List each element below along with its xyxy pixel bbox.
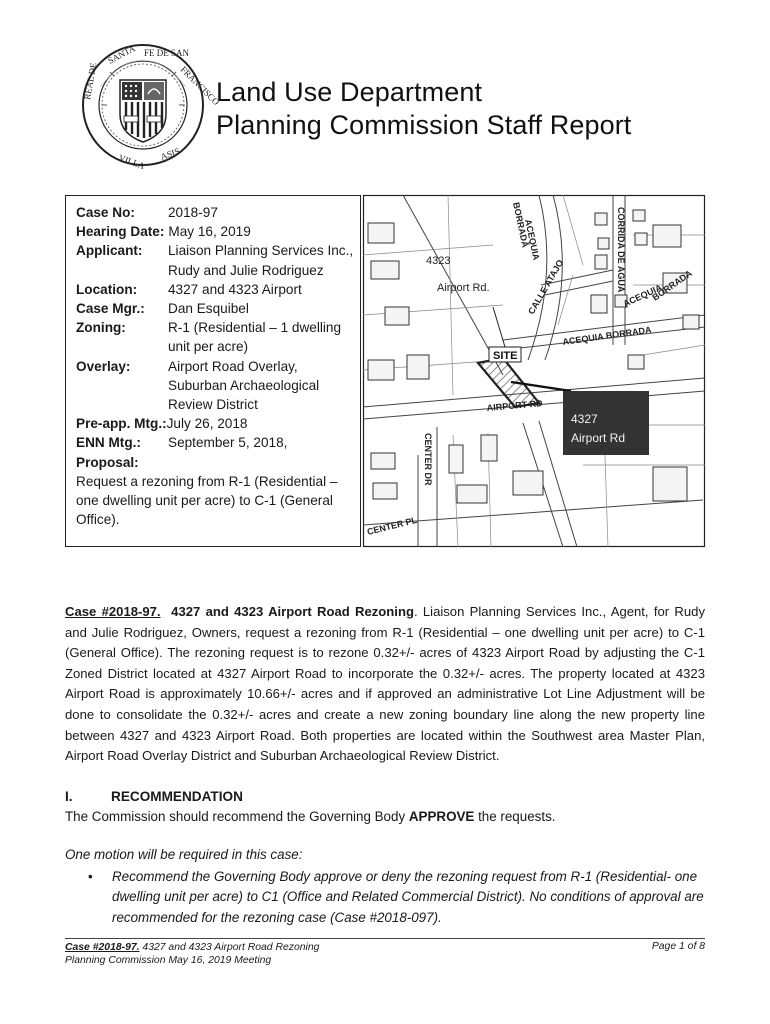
preapp-row	[76, 414, 354, 433]
footer-meeting: Planning Commission May 16, 2019 Meeting	[65, 955, 272, 966]
applicant-value: Liaison Planning Services Inc., Rudy and Julie Rodriguez	[168, 243, 354, 278]
enn-row	[76, 433, 354, 452]
map-calle-atajo-label: CALLE ATAJO	[526, 257, 566, 316]
report-title: Planning Commission Staff Report	[216, 110, 632, 140]
map-borrada-east-label: BORRADA	[650, 268, 694, 303]
recommendation-emphasis: APPROVE	[408, 809, 475, 824]
case-mgr-row	[76, 299, 354, 318]
svg-text:FRANCISCO: FRANCISCO	[178, 64, 222, 108]
enn-value: September 5, 2018,	[168, 435, 288, 451]
case-no-label: Case No:	[76, 205, 135, 220]
motion-bullet	[88, 867, 708, 928]
map-center-pl-label: CENTER PL	[366, 514, 418, 537]
recommendation-text-after: the requests.	[474, 809, 556, 824]
zoning-row	[76, 318, 354, 356]
zoning-value: R-1 (Residential – 1 dwelling unit per acre)	[168, 320, 342, 355]
footer-divider	[65, 938, 705, 939]
hearing-date-label: Hearing Date:	[76, 224, 165, 240]
map-acequia-borrada-label: ACEQUIA BORRADA	[561, 324, 653, 347]
location-label: Location:	[76, 281, 138, 297]
case-mgr-label: Case Mgr.:	[76, 301, 145, 317]
case-no-value: 2018-97	[168, 205, 218, 220]
map-airport-road-label: AIRPORT RD	[486, 398, 543, 413]
recommendation-heading	[65, 789, 243, 804]
case-ref-link: Case #2018-97.	[65, 604, 161, 619]
footer-page-number: Page 1 of 8	[651, 941, 705, 952]
footer-left	[65, 941, 319, 967]
overlay-value: Airport Road Overlay, Suburban Archaeological Review District	[168, 358, 320, 413]
map-callout-line2: Airport Rd	[571, 431, 626, 445]
svg-text:SANTA: SANTA	[106, 43, 137, 66]
case-title: 4327 and 4323 Airport Road Rezoning	[171, 604, 414, 619]
report-title-block	[216, 76, 631, 142]
preapp-value: July 26, 2018	[166, 416, 248, 432]
department-title: Land Use Department	[216, 77, 483, 107]
svg-text:FE DE SAN: FE DE SAN	[144, 48, 190, 58]
svg-text:ASIS: ASIS	[159, 145, 182, 162]
footer-case-ref: Case #2018-97.	[65, 942, 140, 953]
proposal-row	[76, 453, 354, 472]
proposal-label: Proposal:	[76, 454, 139, 470]
footer-title: 4327 and 4323 Airport Road Rezoning	[139, 942, 320, 953]
applicant-row	[76, 241, 354, 279]
recommendation-text	[65, 807, 555, 827]
case-info-box	[65, 195, 361, 547]
bullet-symbol: •	[88, 869, 93, 884]
motion-intro: One motion will be required in this case:	[65, 847, 303, 862]
location-value: 4327 and 4323 Airport	[168, 281, 302, 297]
map-acequia-east-label: ACEQUIA	[621, 282, 664, 309]
overlay-row	[76, 357, 354, 415]
case-summary-text: . Liaison Planning Services Inc., Agent, for Rudy and Julie Rodriguez, Owners, request a rezoning from R-1 (Residential – one dwelling unit per acre) to C-1 (General Office). The rezoning request is to rezone 0.32+/- acres of 4323 Airport Road by adjusting the C-1 Zoned District located at 4327 Airport Road to incorporate the 0.32+/- acres. The property located at 4323 Airport Road is approximately 10.66+/- acres and if approved an administrative Lot Line Adjustment will be done to consolidate the 0.32+/- acres and create a new zoning boundary line along the new property line between 4327 and 4323 Airport Road. Both properties are located within the Southwest area Master Plan, Airport Road Overlay District and Suburban Archaeological Review District.	[65, 604, 705, 764]
map-callout-line1: 4327	[571, 412, 598, 426]
recommendation-text-before: The Commission should recommend the Governing Body	[65, 809, 409, 824]
map-label-4323: 4323	[426, 255, 451, 267]
case-mgr-value: Dan Esquibel	[168, 301, 249, 317]
applicant-label: Applicant:	[76, 243, 143, 259]
preapp-label: Pre-app. Mtg.:	[76, 416, 167, 432]
map-label-airport-rd: Airport Rd.	[437, 282, 490, 294]
map-corrida-de-agua-label: CORRIDA DE AGUA	[616, 207, 626, 293]
map-acequia-vertical-label: ACEQUIA	[523, 218, 542, 262]
map-borrada-vertical-label: BORRADA	[511, 201, 531, 249]
enn-label: ENN Mtg.:	[76, 435, 141, 451]
svg-text:REAL DE: REAL DE	[82, 61, 99, 101]
case-summary-paragraph	[65, 602, 705, 767]
hearing-date-value: May 16, 2019	[168, 224, 251, 240]
section-title: RECOMMENDATION	[111, 789, 243, 804]
overlay-label: Overlay:	[76, 358, 131, 374]
case-no-row	[76, 203, 354, 222]
hearing-date-row	[76, 222, 354, 241]
location-row	[76, 280, 354, 299]
map-site-label: SITE	[493, 350, 518, 362]
map-center-dr-label: CENTER DR	[423, 433, 433, 486]
zoning-label: Zoning:	[76, 320, 126, 336]
section-number: I.	[65, 789, 73, 804]
proposal-value: Request a rezoning from R-1 (Residential – one dwelling unit per acre) to C-1 (General Office).	[76, 473, 338, 528]
svg-text:VILLA: VILLA	[117, 152, 147, 172]
vicinity-map	[363, 195, 705, 547]
motion-bullet-text: Recommend the Governing Body approve or deny the rezoning request from R-1 (Residential- one dwelling unit per acre) to C1 (Office and Related Commercial District). No conditions of approval are recommended for the rezoning case (Case #2018-097).	[112, 869, 704, 925]
city-seal-icon	[80, 42, 222, 172]
